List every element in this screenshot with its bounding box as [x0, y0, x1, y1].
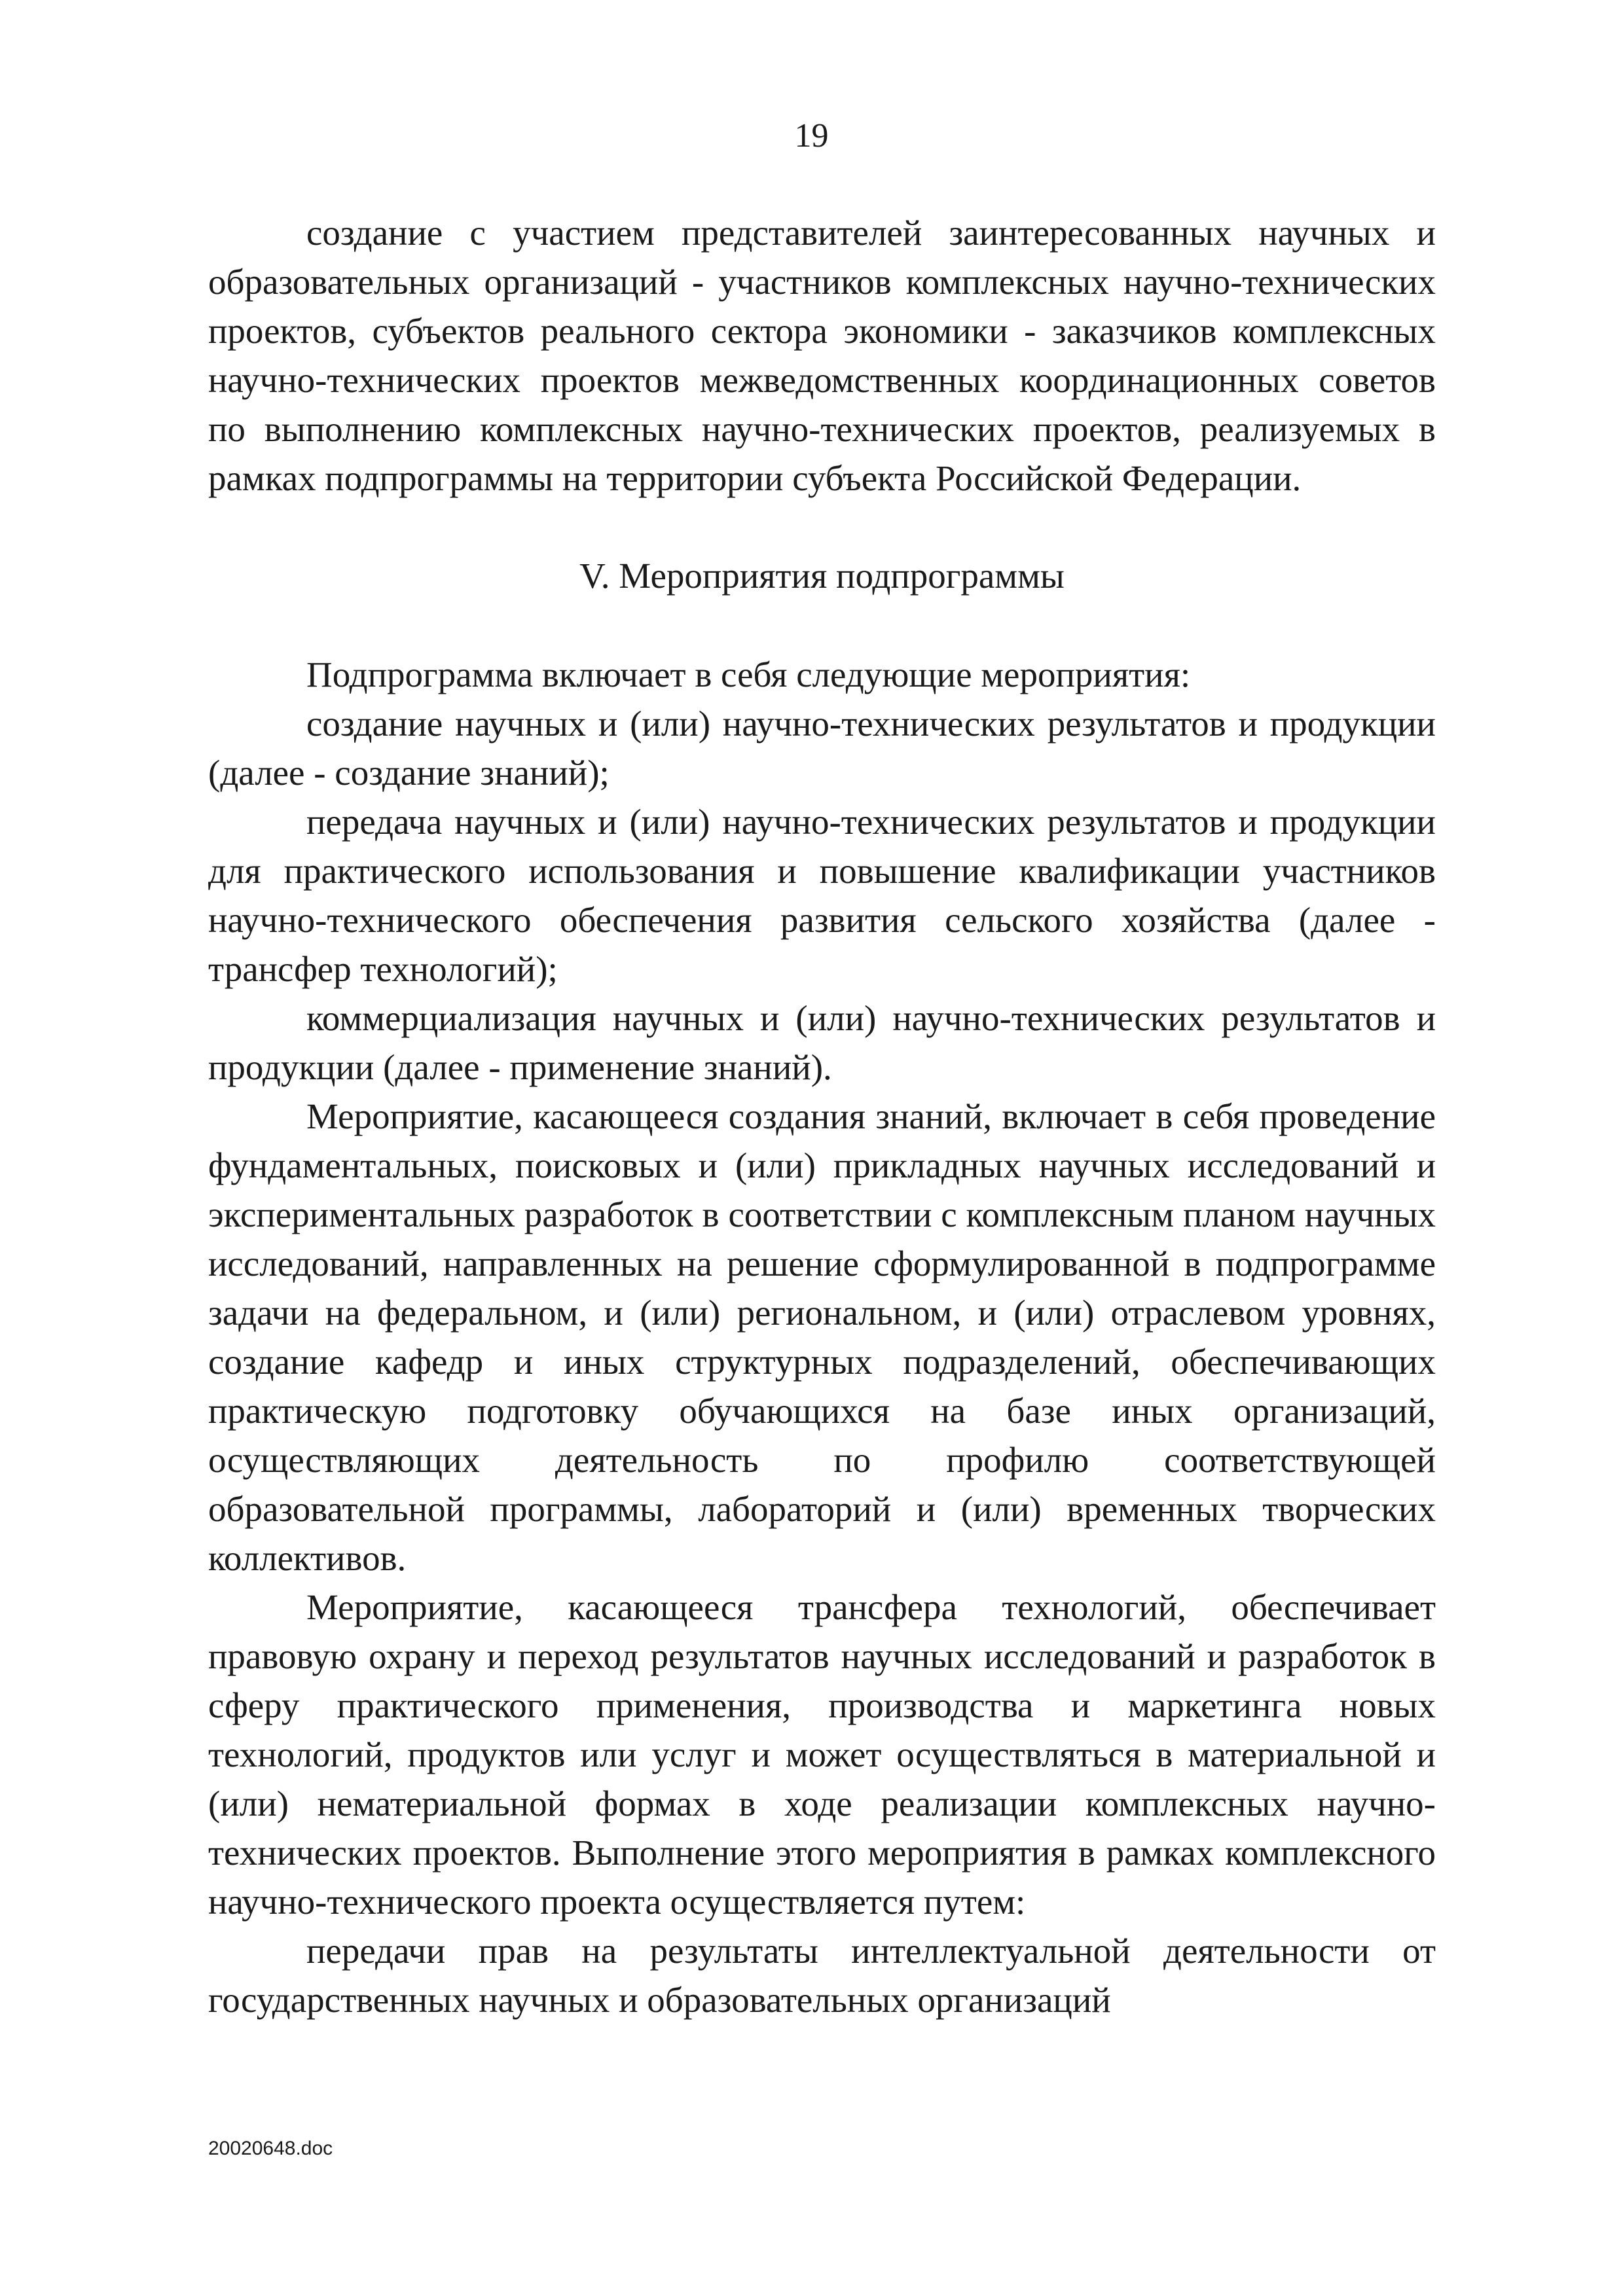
paragraph: коммерциализация научных и (или) научно-технических результатов и продукции (далее - применение знаний). — [208, 998, 1436, 1087]
paragraph: создание научных и (или) научно-технических результатов и продукции (далее - создание знаний); — [208, 704, 1436, 793]
page-number: 19 — [794, 117, 829, 154]
paragraph: Мероприятие, касающееся создания знаний, включает в себя проведение фундаментальных, поисковых и (или) прикладных научных исследований и экспериментальных разработок в соответствии с комплексным планом научных исследований, направленных на решение сформулированной в подпрограмме задачи на федеральном, и (или) региональном, и (или) отраслевом уровнях, создание кафедр и иных структурных подразделений, обеспечивающих практическую подготовку обучающихся на базе иных организаций, осуществляющих деятельность по профилю соответствующей образовательной программы, лабораторий и (или) временных творческих коллективов. — [208, 1096, 1436, 1578]
paragraph: передачи прав на результаты интеллектуальной деятельности от государственных научных и образовательных организаций — [208, 1931, 1436, 2020]
section-heading: V. Мероприятия подпрограммы — [579, 556, 1065, 596]
paragraph: Подпрограмма включает в себя следующие мероприятия: — [306, 655, 1191, 694]
paragraph: создание с участием представителей заинтересованных научных и образовательных организаций - участников комплексных научно-технических проектов, субъектов реального сектора экономики - заказчиков комплексных научно-технических проектов межведомственных координационных советов по выполнению комплексных научно-технических проектов, реализуемых в рамках подпрограммы на территории субъекта Российской Федерации. — [208, 213, 1436, 498]
file-name-footer: 20020648.doc — [208, 2138, 333, 2159]
paragraph: Мероприятие, касающееся трансфера технологий, обеспечивает правовую охрану и переход результатов научных исследований и разработок в сферу практического применения, производства и маркетинга новых технологий, продуктов или услуг и может осуществляться в материальной и (или) нематериальной формах в ходе реализации комплексных научно-технических проектов. Выполнение этого мероприятия в рамках комплексного научно-технического проекта осуществляется путем: — [208, 1587, 1436, 1922]
paragraph: передача научных и (или) научно-технических результатов и продукции для практического использования и повышение квалификации участников научно-технического обеспечения развития сельского хозяйства (далее - трансфер технологий); — [208, 802, 1436, 989]
document-body — [208, 208, 1436, 2024]
